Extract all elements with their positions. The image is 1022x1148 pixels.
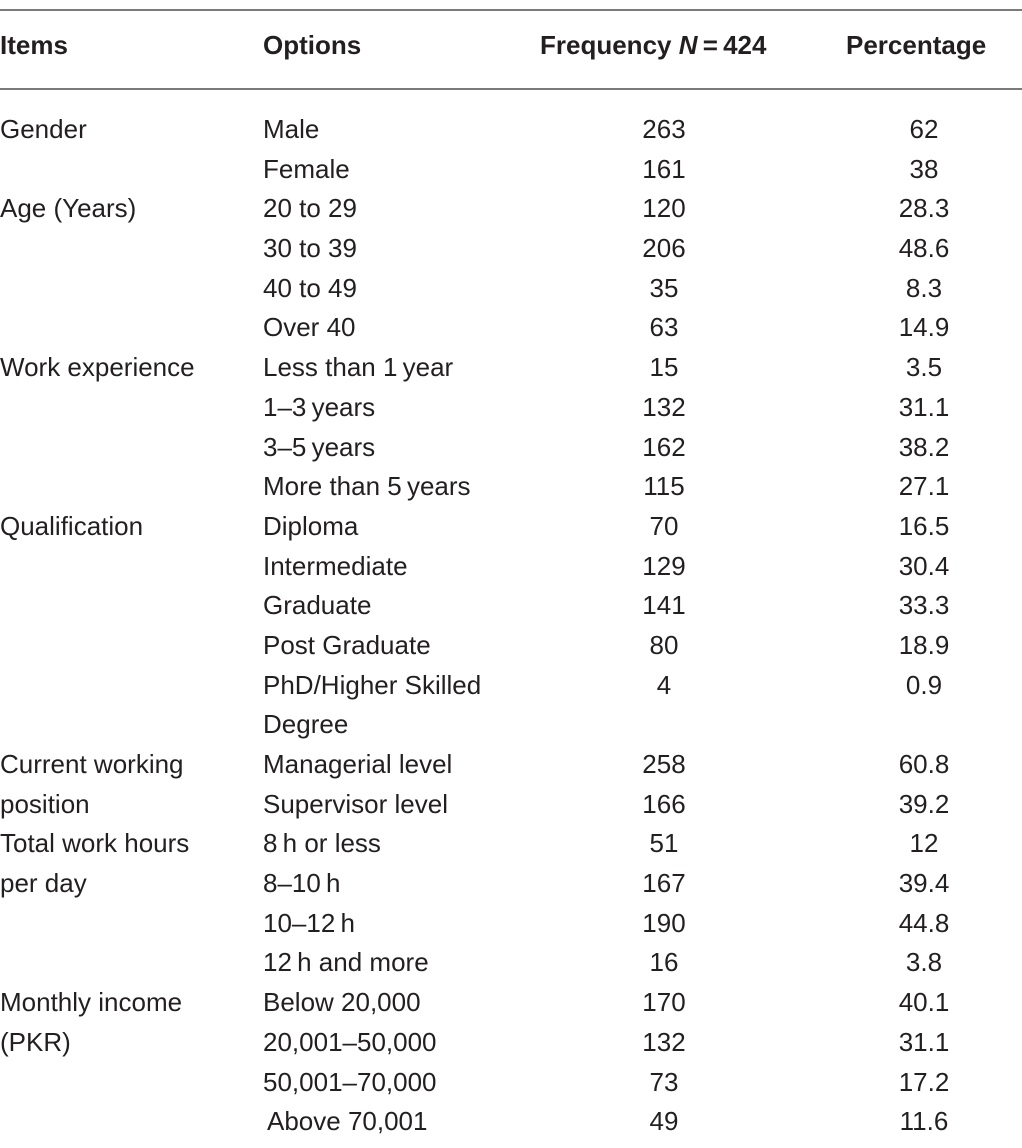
cell-frequency: 167 [642,868,686,899]
cell-percentage: 3.8 [905,947,943,978]
cell-item: Gender [0,114,87,144]
cell-percentage: 38.2 [898,431,950,462]
table-row [0,547,1022,587]
cell-option: Over 40 [263,312,356,343]
table-row [0,785,1022,825]
table-row [0,626,1022,666]
table-row [0,824,1022,864]
table-row [0,1102,1022,1142]
cell-option: 8–10 h [263,868,341,899]
cell-option: 50,001–70,000 [263,1066,437,1097]
cell-frequency: 115 [643,471,685,502]
cell-percentage: 16.5 [898,510,950,541]
cell-percentage: 27.1 [898,471,950,502]
header-frequency-var: N [678,30,698,60]
table-row [0,269,1022,309]
cell-frequency: 63 [649,312,679,343]
table-row [0,428,1022,468]
table-row [0,586,1022,626]
cell-percentage: 28.3 [898,193,950,224]
cell-item: Qualification [0,510,144,541]
cell-option: 30 to 39 [263,233,357,264]
cell-option: Below 20,000 [263,987,421,1018]
table-row [0,705,1022,745]
cell-percentage: 39.4 [898,868,950,899]
cell-percentage: 31.1 [898,391,950,422]
cell-percentage: 62 [909,114,939,144]
cell-frequency: 129 [642,550,686,581]
cell-frequency: 35 [649,272,679,303]
cell-percentage: 31.1 [898,1026,950,1057]
table-row [0,1023,1022,1063]
cell-option: 1–3 years [263,391,376,422]
cell-frequency: 162 [642,431,686,462]
table-row [0,666,1022,706]
cell-item: Work experience [0,352,195,383]
cell-item: position [0,788,90,819]
table-top-rule [0,9,1022,11]
cell-percentage: 3.5 [905,352,943,383]
cell-percentage: 8.3 [905,272,943,303]
cell-frequency: 73 [649,1066,679,1097]
cell-frequency: 141 [642,590,686,621]
table-row [0,348,1022,388]
header-frequency-suffix: = 424 [697,30,767,60]
cell-frequency: 120 [642,193,686,224]
header-frequency [540,30,766,61]
cell-item: Monthly income [0,987,183,1018]
cell-option: Supervisor level [263,788,448,819]
cell-item: (PKR) [0,1026,71,1057]
cell-percentage: 30.4 [898,550,950,581]
cell-frequency: 263 [642,114,686,144]
header-frequency-prefix: Frequency [540,30,679,60]
cell-percentage: 40.1 [898,987,950,1018]
table-row [0,189,1022,229]
cell-percentage: 60.8 [898,749,950,779]
cell-percentage: 11.6 [899,1106,949,1137]
cell-percentage: 48.6 [898,233,950,264]
table-row [0,943,1022,983]
table-header [0,30,1022,70]
cell-frequency: 161 [642,153,686,184]
cell-percentage: 0.9 [905,669,943,700]
cell-percentage: 38 [909,153,939,184]
table-row [0,150,1022,190]
table-header-rule [0,88,1022,90]
cell-frequency: 132 [642,391,686,422]
cell-item: Total work hours [0,828,190,859]
table-row [0,745,1022,785]
cell-option: 8 h or less [263,828,381,859]
cell-option: Male [263,114,320,144]
cell-frequency: 258 [642,749,686,779]
header-items: Items [0,30,68,60]
cell-percentage: 33.3 [898,590,950,621]
cell-frequency: 166 [642,788,686,819]
cell-percentage: 14.9 [898,312,950,343]
table-row [0,507,1022,547]
cell-frequency: 51 [649,828,679,859]
cell-option: Managerial level [263,749,453,779]
cell-option: Above 70,001 [267,1106,428,1137]
cell-item: Current working [0,749,184,779]
cell-percentage: 18.9 [898,629,950,660]
cell-option: Degree [263,709,349,740]
cell-percentage: 39.2 [898,788,950,819]
cell-frequency: 190 [642,907,686,938]
cell-frequency: 15 [649,352,679,383]
table-row [0,983,1022,1023]
cell-frequency: 206 [642,233,686,264]
cell-item: Age (Years) [0,193,137,224]
header-options: Options [263,30,362,60]
cell-percentage: 44.8 [898,907,950,938]
cell-option: More than 5 years [263,471,471,502]
cell-option: 3–5 years [263,431,376,462]
cell-option: PhD/Higher Skilled [263,669,482,700]
cell-option: 12 h and more [263,947,429,978]
cell-item: per day [0,868,87,899]
cell-option: Diploma [263,510,359,541]
cell-frequency: 80 [649,629,679,660]
cell-frequency: 70 [649,510,679,541]
header-percentage: Percentage [846,30,987,60]
cell-option: Intermediate [263,550,408,581]
cell-option: Post Graduate [263,629,431,660]
table-row [0,229,1022,269]
cell-percentage: 12 [909,828,939,859]
table-body [0,110,1022,1142]
table-row [0,1063,1022,1103]
cell-option: 40 to 49 [263,272,357,303]
table-row [0,467,1022,507]
cell-frequency: 4 [656,669,672,700]
table-row [0,308,1022,348]
cell-frequency: 170 [642,987,686,1018]
table-row [0,388,1022,428]
cell-option: 10–12 h [263,907,355,938]
cell-option: Less than 1 year [263,352,454,383]
cell-option: 20 to 29 [263,193,357,224]
table-row [0,110,1022,150]
cell-percentage: 17.2 [898,1066,950,1097]
cell-option: Female [263,153,350,184]
cell-option: 20,001–50,000 [263,1026,437,1057]
table-row [0,864,1022,904]
cell-option: Graduate [263,590,372,621]
table-row [0,904,1022,944]
cell-frequency: 132 [642,1026,686,1057]
cell-frequency: 49 [649,1106,679,1137]
cell-frequency: 16 [649,947,679,978]
